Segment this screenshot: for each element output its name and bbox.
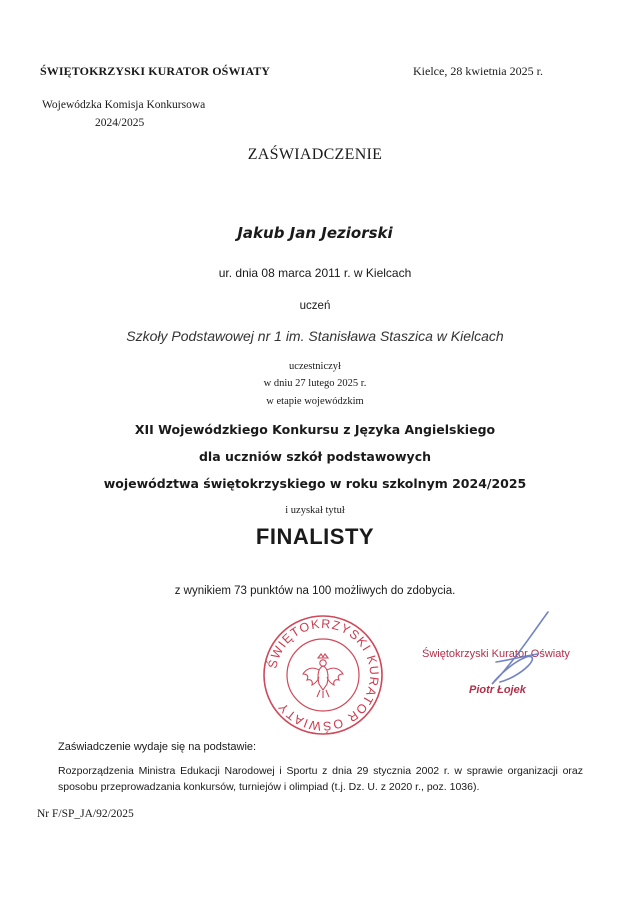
svg-text:ŚWIĘTOKRZYSKI KURATOR OŚWIATY: ŚWIĘTOKRZYSKI KURATOR OŚWIATY [265,616,382,734]
legal-basis-text: Rozporządzenia Ministra Edukacji Narodowej i Sportu z dnia 29 stycznia 2002 r. w sprawie organizacji oraz sposobu przeprowadzania konkursów, turniejów i olimpiad (t.j. Dz. U. z 2020 r., poz. 1036). [58,765,583,793]
contest-audience-line: dla uczniów szkół podstawowych [198,449,432,464]
contest-stage: w etapie wojewódzkim [266,396,364,407]
title-intro: i uzyskał tytuł [285,505,345,516]
document-number: Nr F/SP_JA/92/2025 [37,808,134,820]
signature-icon [462,604,572,714]
contest-date: w dniu 27 lutego 2025 r. [263,378,367,389]
eagle-emblem-icon [303,654,343,698]
contest-region-line: województwa świętokrzyskiego w roku szkolnym 2024/2025 [103,476,527,491]
basis-label: Zaświadczenie wydaje się na podstawie: [58,741,257,753]
place-date: Kielce, 28 kwietnia 2025 r. [413,64,543,78]
issuer-name: ŚWIĘTOKRZYSKI KURATOR OŚWIATY [40,64,271,78]
signatory-role: Świętokrzyski Kurator Oświaty [422,648,570,660]
document-title: ZAŚWIADCZENIE [247,146,383,163]
score-text: z wynikiem 73 punktów na 100 możliwych do zdobycia. [174,585,456,597]
signatory-name: Piotr Łojek [469,684,526,696]
student-name: Jakub Jan Jeziorski [237,224,393,242]
award-title: FINALISTY [255,524,375,549]
commission-year: 2024/2025 [95,117,145,129]
school-name: Szkoły Podstawowej nr 1 im. Stanisława Staszica w Kielcach [126,328,504,344]
participation-text: uczestniczył [289,361,341,372]
commission-name: Wojewódzka Komisja Konkursowa [42,99,206,111]
official-seal-icon [262,614,384,736]
birth-info: ur. dnia 08 marca 2011 r. w Kielcach [218,266,412,280]
contest-name-line: XII Wojewódzkiego Konkursu z Języka Angielskiego [134,422,496,437]
student-role: uczeń [299,300,331,312]
